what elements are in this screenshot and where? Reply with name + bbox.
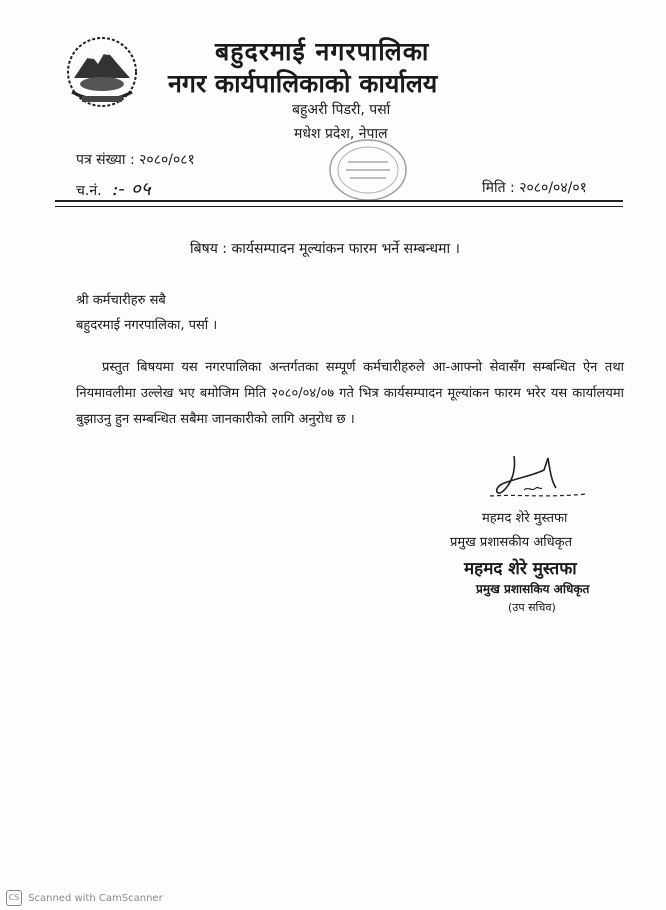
chalani-value: :- ०५ [112, 178, 151, 200]
office-round-stamp-icon [326, 136, 410, 204]
recipient-line-1: श्री कर्मचारीहरु सबै [76, 293, 166, 308]
recipient-line-2: बहुदरमाई नगरपालिका, पर्सा । [76, 318, 218, 333]
camscanner-logo-icon: CS [6, 890, 22, 906]
letter-body: प्रस्तुत बिषयमा यस नगरपालिका अन्तर्गतका सम्पूर्ण कर्मचारीहरुले आ-आफ्नो सेवासँग सम्बन्धित ऐन तथा नियमावलीमा उल्लेख भए बमोजिम मिति २०८०/०४/०७ गते भित्र कार्यसम्पादन मूल्यांकन फारम भरेर यस कार्यालयमा बुझाउनु हुन सम्बन्धित सबैमा जानकारीको लागि अनुरोध छ । [76, 360, 624, 427]
chalani-number [76, 175, 151, 201]
nepal-government-emblem-icon [56, 32, 148, 112]
letter-subject: बिषय : कार्यसम्पादन मूल्यांकन फारम भर्ने सम्बन्धमा । [190, 241, 460, 257]
header-divider [55, 200, 623, 202]
signatory-name: महमद शेरे मुस्तफा [482, 511, 568, 526]
signatory-designation: प्रमुख प्रशासकीय अधिकृत [450, 535, 573, 550]
address-line-1: बहुअरी पिडरी, पर्सा [292, 102, 391, 118]
handwritten-signature-icon [486, 452, 590, 508]
scanner-watermark [6, 890, 163, 906]
header-divider-thin [55, 206, 623, 207]
address-line-2: मधेश प्रदेश, नेपाल [294, 126, 388, 142]
chalani-label: च.नं. [76, 183, 102, 199]
org-name: बहुदरमाई नगरपालिका [215, 37, 430, 66]
scanner-text: Scanned with CamScanner [28, 893, 163, 904]
letter-number: पत्र संख्या : २०८०/०८१ [76, 152, 195, 168]
seal-designation: प्रमुख प्रशासकिय अधिकृत [476, 582, 590, 596]
seal-name: महमद शेरे मुस्तफा [464, 559, 577, 579]
seal-rank: (उप सचिव) [508, 601, 556, 614]
letter-date: मिति : २०८०/०४/०१ [482, 180, 587, 196]
office-name: नगर कार्यपालिकाको कार्यालय [168, 69, 438, 98]
